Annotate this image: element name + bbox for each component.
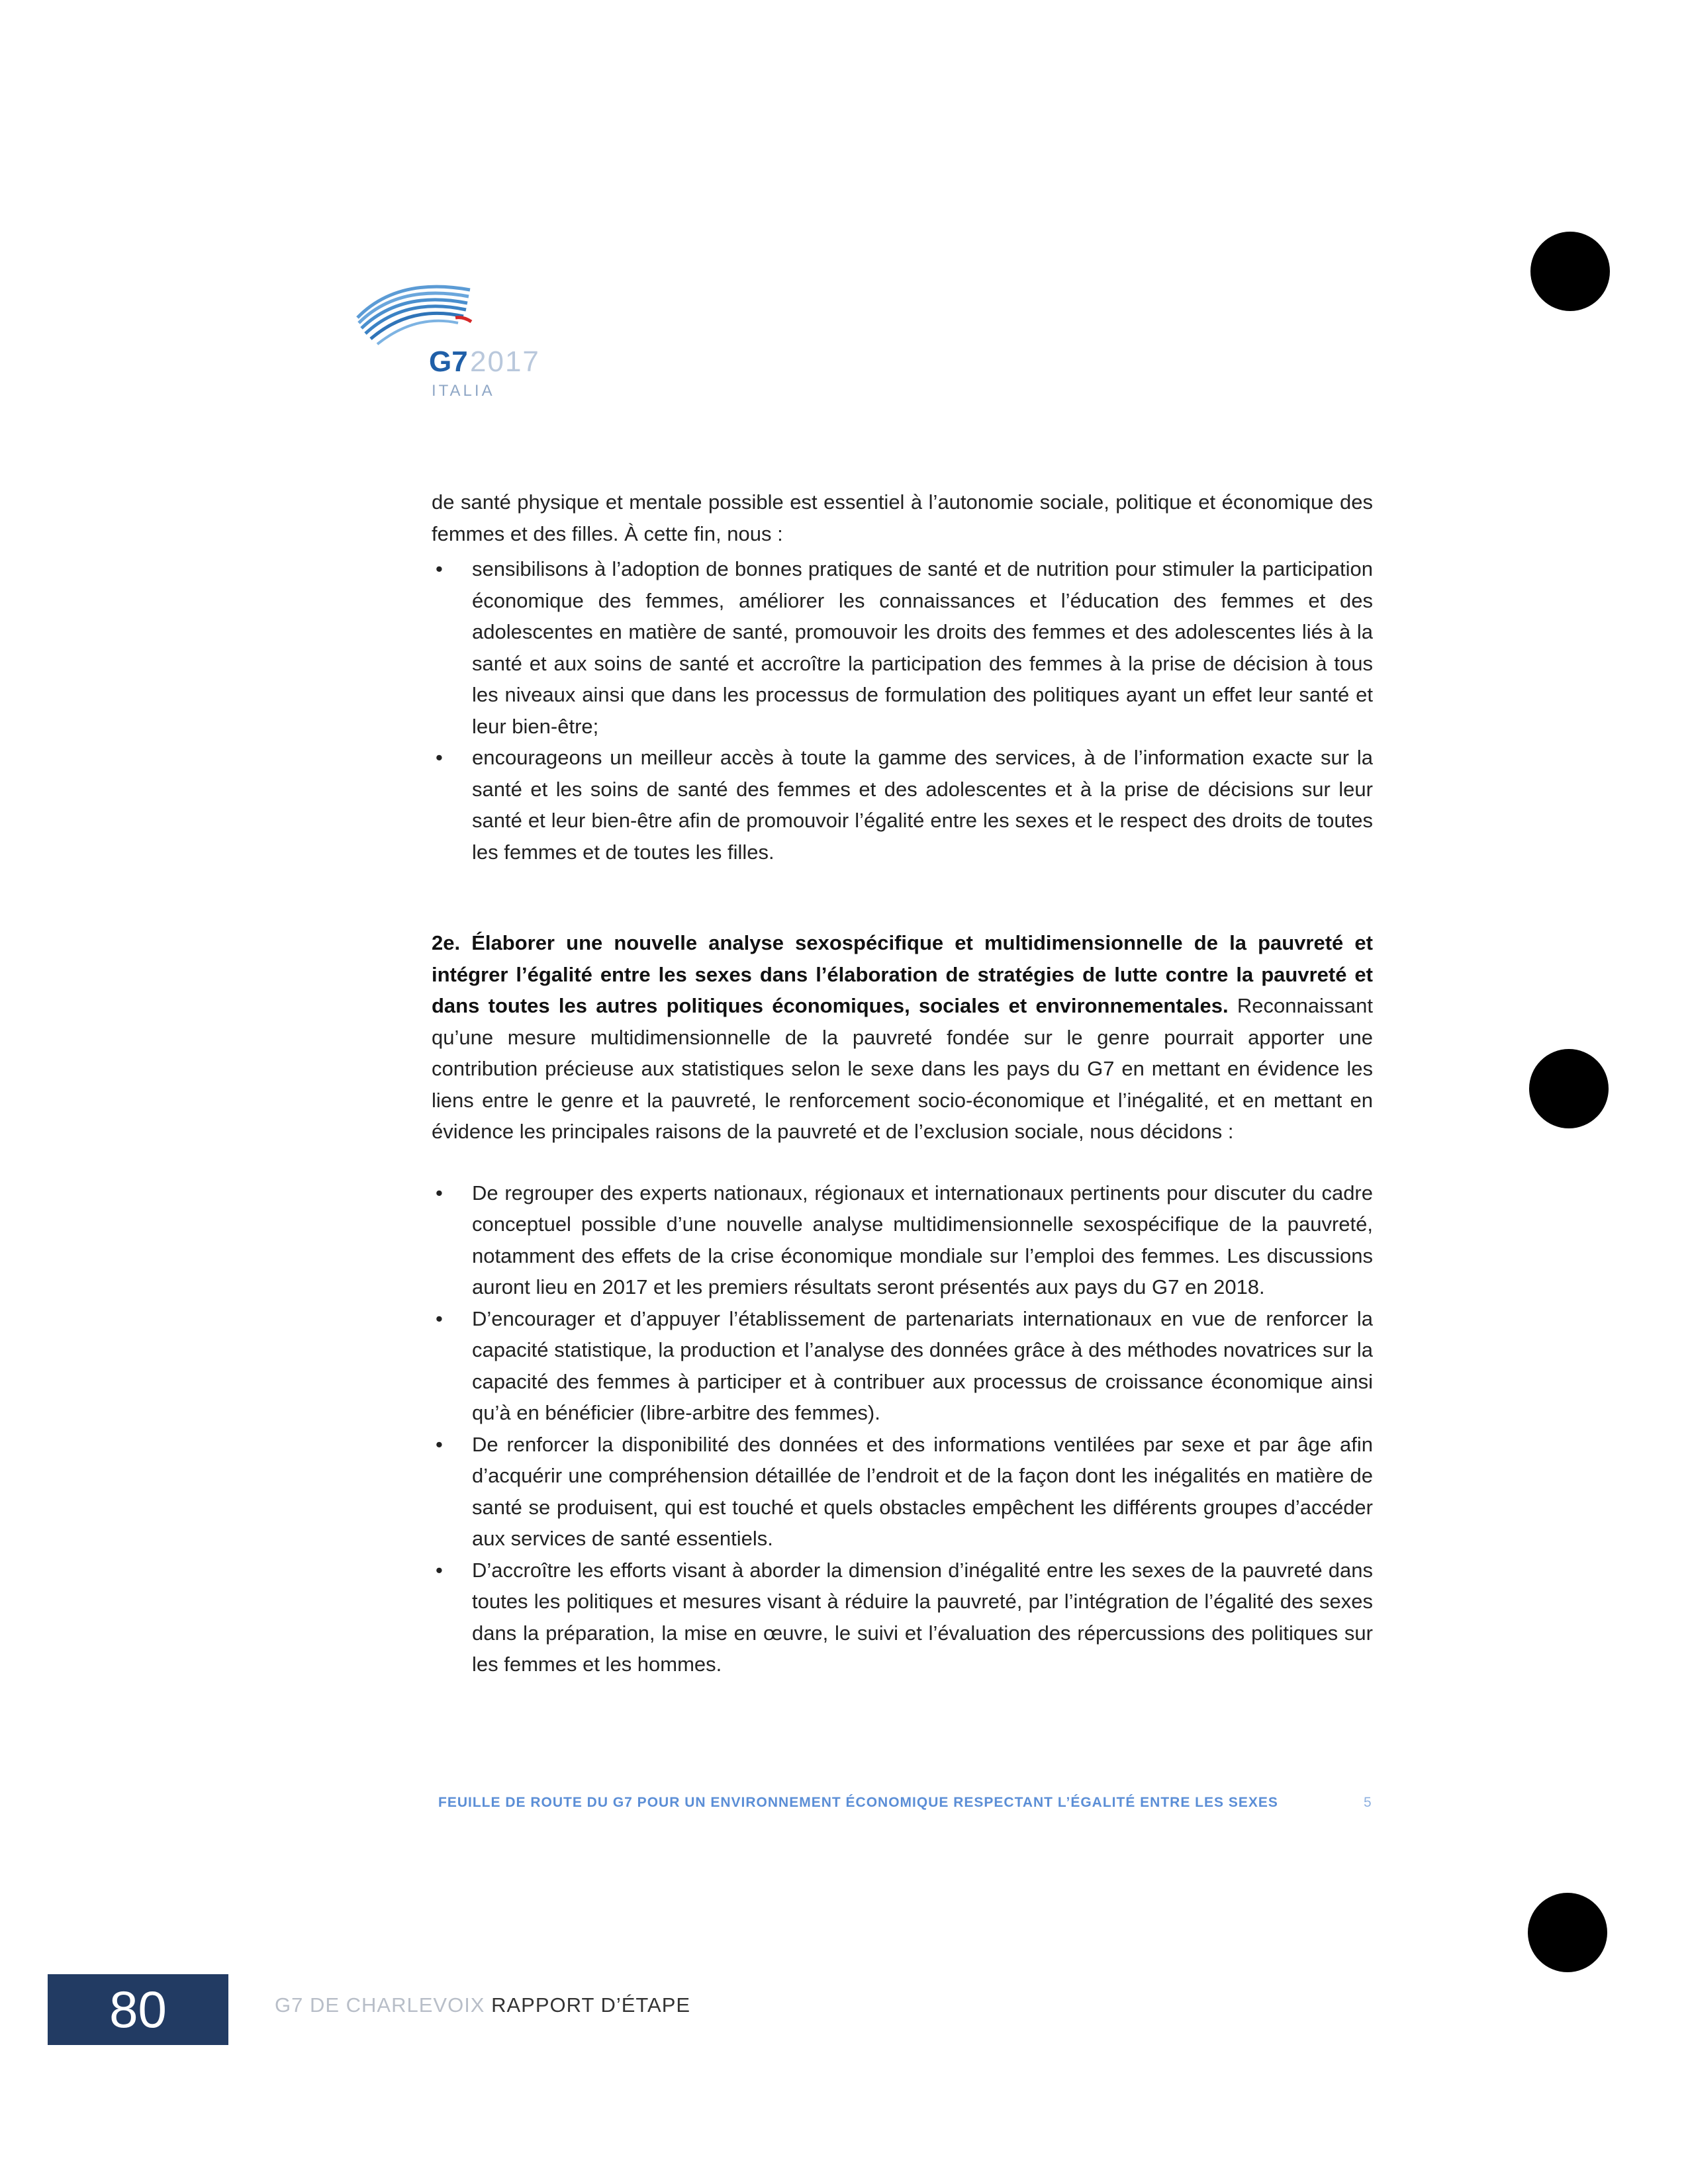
- punch-hole-middle: [1529, 1049, 1609, 1128]
- logo-arcs-icon: [351, 278, 510, 351]
- bullet-icon: •: [436, 1181, 443, 1205]
- logo-country: ITALIA: [432, 382, 495, 400]
- bullet-icon: •: [436, 1306, 443, 1330]
- report-title-faded: G7 DE CHARLEVOIX: [275, 1993, 485, 2017]
- page-number-box: [48, 1974, 228, 2045]
- section-text: Reconnaissant qu’une mesure multidimensionnelle de la pauvreté fondée sur le genre pourrait apporter une contribution précieuse aux statistiques selon le sexe dans les pays du G7 en mettant en évidence les liens entre le genre et la pauvreté, le renforcement socio-économique et l’inégalité, et en mettant en évidence les principales raisons de la pauvreté et de l’exclusion sociale, nous décidons :: [432, 994, 1373, 1143]
- list-item: [432, 742, 1373, 868]
- list-item-text: De regrouper des experts nationaux, régionaux et internationaux pertinents pour discuter du cadre conceptuel possible d’une nouvelle analyse multidimensionnelle sexospécifique de la pauvreté, notamment des effets de la crise économique mondiale sur l’emploi des femmes. Les discussions auront lieu en 2017 et les premiers résultats seront présentés aux pays du G7 en 2018.: [472, 1181, 1373, 1298]
- inner-page-number: 5: [1364, 1795, 1372, 1810]
- list-item-text: sensibilisons à l’adoption de bonnes pratiques de santé et de nutrition pour stimuler la participation économique des femmes, améliorer les connaissances et l’éducation des femmes et des adolescentes en matière de santé, promouvoir les droits des femmes et des adolescentes liés à la santé et aux soins de santé et accroître la participation des femmes à la prise de décision à tous les niveaux ainsi que dans les processus de formulation des politiques ayant un effet leur santé et leur bien-être;: [472, 557, 1373, 738]
- page-number: 80: [109, 1980, 167, 2038]
- bullet-icon: •: [436, 1432, 443, 1456]
- bullet-icon: •: [436, 1558, 443, 1582]
- report-title-main: RAPPORT D’ÉTAPE: [491, 1993, 691, 2017]
- decisions-list: [432, 1177, 1373, 1680]
- logo-year: 2017: [470, 345, 540, 378]
- bullet-icon: •: [436, 746, 443, 769]
- list-item-text: D’accroître les efforts visant à aborder la dimension d’inégalité entre les sexes de la pauvreté dans toutes les politiques et mesures visant à réduire la pauvreté, par l’intégration de l’égalité des sexes dans la préparation, la mise en œuvre, le suivi et l’évaluation des répercussions des politiques sur les femmes et les hommes.: [472, 1558, 1373, 1676]
- list-item: [432, 1177, 1373, 1303]
- list-item-text: encourageons un meilleur accès à toute la gamme des services, à de l’information exacte sur la santé et les soins de santé des femmes et des adolescentes et à la prise de décisions sur leur santé et leur bien-être afin de promouvoir l’égalité entre les sexes et le respect des droits de toutes les femmes et de toutes les filles.: [472, 746, 1373, 864]
- health-actions-list: [432, 553, 1373, 868]
- list-item-text: D’encourager et d’appuyer l’établissement de partenariats internationaux en vue de renforcer la capacité statistique, la production et l’analyse des données grâce à des méthodes novatrices sur la capacité des femmes à participer et à contribuer aux processus de croissance économique ainsi qu’à en bénéficier (libre-arbitre des femmes).: [472, 1306, 1373, 1424]
- section-2e-paragraph: [432, 927, 1373, 1148]
- list-item: [432, 1555, 1373, 1680]
- logo-g7-text: G7: [429, 345, 468, 378]
- document-body: [432, 486, 1373, 1680]
- g7-logo: [351, 278, 563, 410]
- list-item: [432, 1303, 1373, 1429]
- list-item: [432, 553, 1373, 742]
- punch-hole-top: [1530, 232, 1610, 311]
- roadmap-footer-banner: FEUILLE DE ROUTE DU G7 POUR UN ENVIRONNEMENT ÉCONOMIQUE RESPECTANT L’ÉGALITÉ ENTRE LES SEXES: [438, 1795, 1278, 1810]
- list-item-text: De renforcer la disponibilité des données et des informations ventilées par sexe et par âge afin d’acquérir une compréhension détaillée de l’endroit et de la façon dont les inégalités en matière de santé se produisent, qui est touché et quels obstacles empêchent les différents groupes d’accéder aux services de santé essentiels.: [472, 1432, 1373, 1550]
- intro-paragraph: de santé physique et mentale possible est essentiel à l’autonomie sociale, politique et économique des femmes et des filles. À cette fin, nous :: [432, 490, 1373, 545]
- punch-hole-bottom: [1528, 1893, 1607, 1972]
- bullet-icon: •: [436, 557, 443, 580]
- section-heading: 2e. Élaborer une nouvelle analyse sexospécifique et multidimensionnelle de la pauvreté et intégrer l’égalité entre les sexes dans l’élaboration de stratégies de lutte contre la pauvreté et dans toutes les autres politiques économiques, sociales et environnementales.: [432, 931, 1373, 1017]
- report-title: [275, 1993, 690, 2017]
- list-item: [432, 1429, 1373, 1555]
